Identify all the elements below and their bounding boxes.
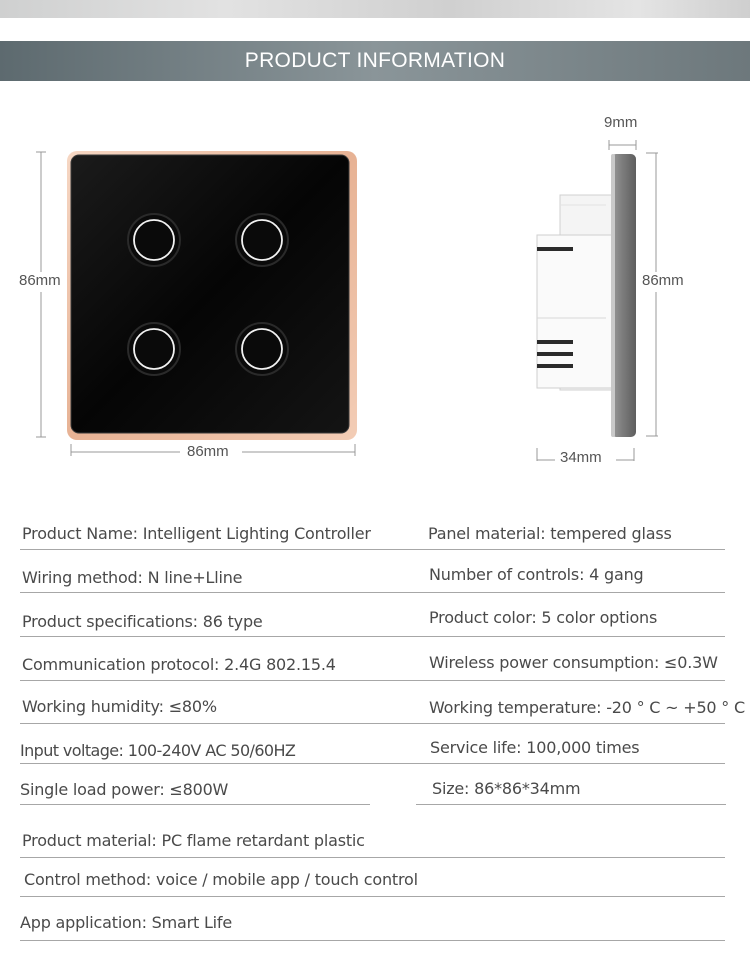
- spec-working-temperature: Working temperature: -20 ° C ~ +50 ° C: [429, 698, 745, 717]
- row-divider: [20, 896, 725, 897]
- side-thickness-dimension: [609, 140, 636, 150]
- front-height-dimension: [36, 152, 46, 437]
- spec-wireless-power: Wireless power consumption: ≤0.3W: [429, 653, 718, 672]
- spec-number-of-controls: Number of controls: 4 gang: [429, 565, 644, 584]
- row-divider: [20, 857, 725, 858]
- side-height-dimension: [646, 153, 658, 436]
- spec-product-name: Product Name: Intelligent Lighting Controller: [22, 524, 371, 543]
- row-divider: [416, 804, 726, 805]
- row-divider: [20, 940, 725, 941]
- banner-title: PRODUCT INFORMATION: [244, 49, 506, 72]
- spec-control-method: Control method: voice / mobile app / touch control: [24, 870, 418, 889]
- row-divider: [20, 763, 725, 764]
- spec-communication-protocol: Communication protocol: 2.4G 802.15.4: [22, 655, 336, 674]
- touch-button-2: [236, 214, 288, 266]
- touch-button-4: [236, 323, 288, 375]
- row-divider: [20, 680, 725, 681]
- spec-working-humidity: Working humidity: ≤80%: [22, 697, 217, 716]
- touch-button-1: [128, 214, 180, 266]
- spec-product-specifications: Product specifications: 86 type: [22, 612, 263, 631]
- row-divider: [20, 549, 725, 550]
- side-height-label: 86mm: [642, 272, 684, 289]
- front-switch-panel: [67, 151, 357, 440]
- side-view-body: [537, 154, 636, 437]
- front-height-label: 86mm: [19, 272, 61, 289]
- row-divider: [20, 804, 370, 805]
- spec-product-material: Product material: PC flame retardant plastic: [22, 831, 365, 850]
- spec-size: Size: 86*86*34mm: [432, 779, 581, 798]
- side-depth-label: 34mm: [560, 449, 602, 466]
- row-divider: [20, 636, 725, 637]
- touch-button-3: [128, 323, 180, 375]
- spec-service-life: Service life: 100,000 times: [430, 738, 640, 757]
- spec-wiring-method: Wiring method: N line+Lline: [22, 568, 243, 587]
- row-divider: [20, 592, 725, 593]
- spec-app-application: App application: Smart Life: [20, 913, 232, 932]
- spec-single-load-power: Single load power: ≤800W: [20, 780, 229, 799]
- side-thickness-label: 9mm: [604, 114, 638, 131]
- spec-input-voltage: Input voltage: 100-240V AC 50/60HZ: [20, 741, 296, 760]
- spec-product-color: Product color: 5 color options: [429, 608, 658, 627]
- spec-panel-material: Panel material: tempered glass: [428, 524, 672, 543]
- row-divider: [20, 723, 725, 724]
- front-width-label: 86mm: [187, 443, 229, 460]
